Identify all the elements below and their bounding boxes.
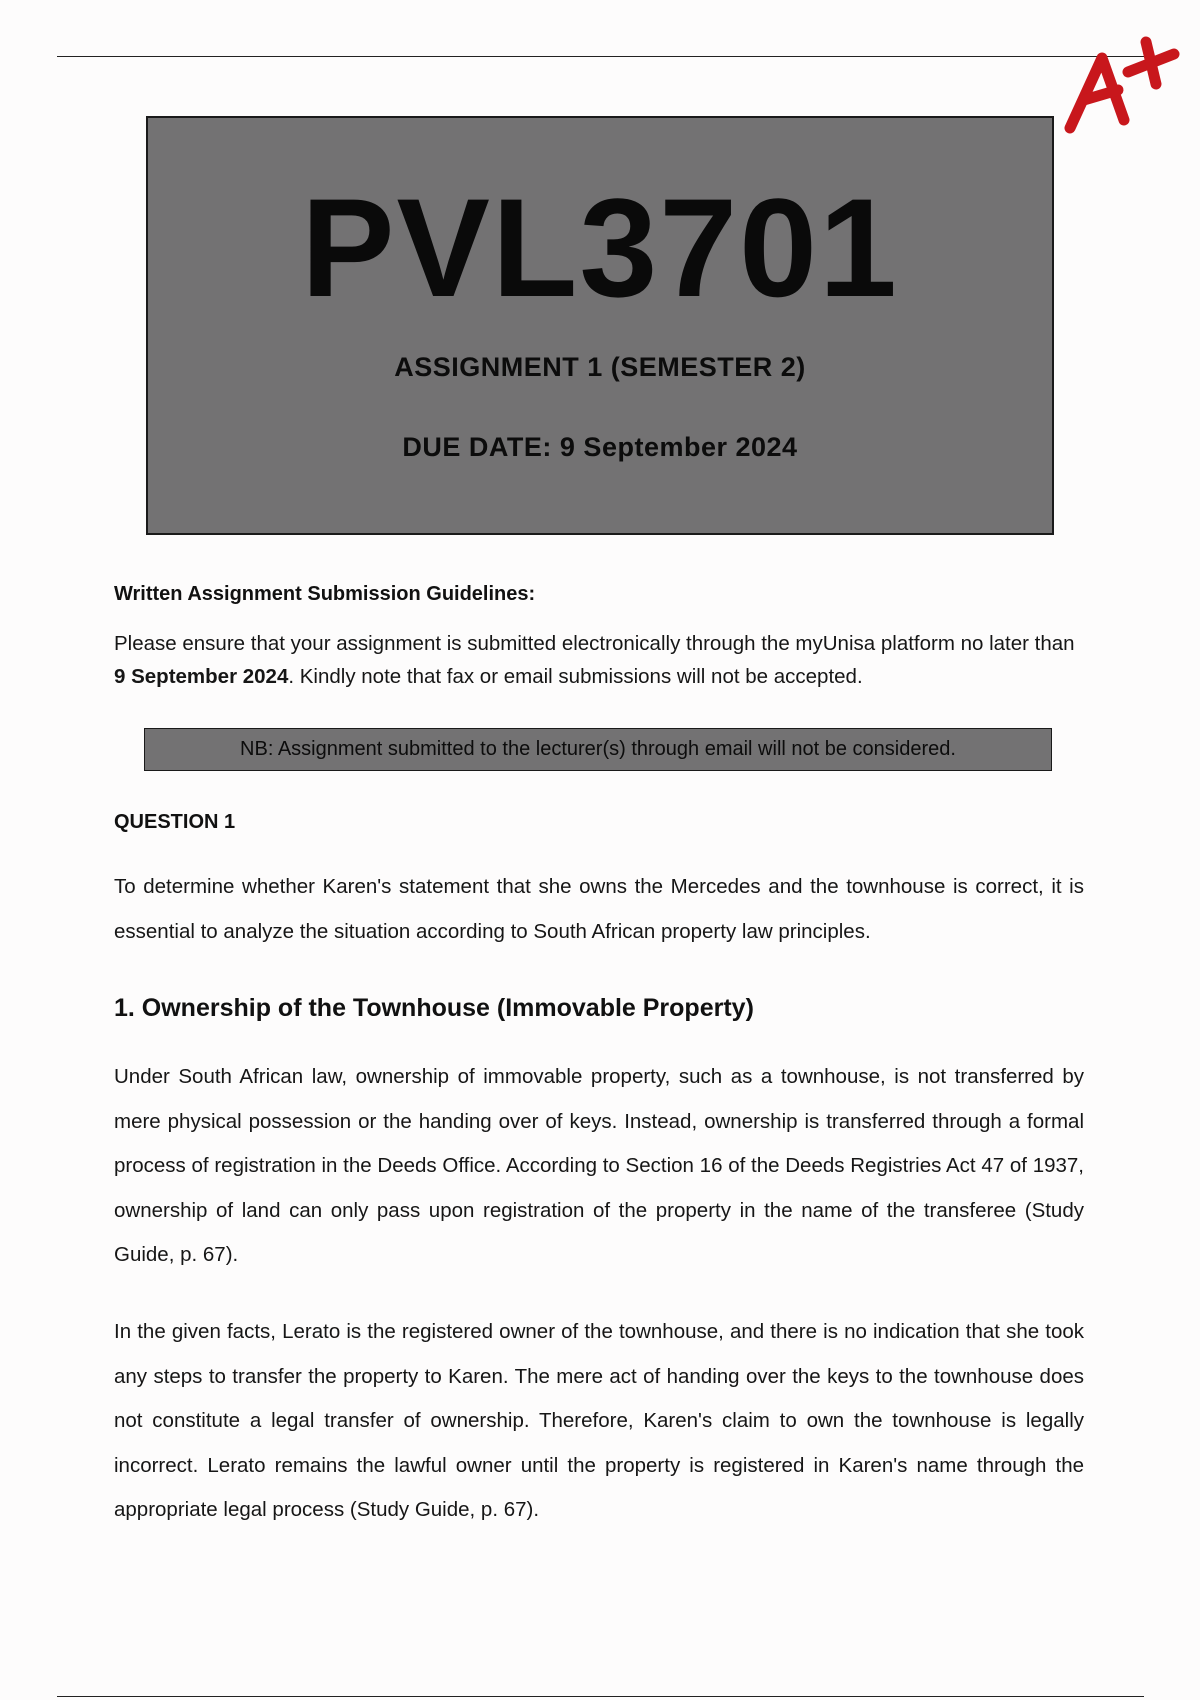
guidelines-paragraph xyxy=(114,627,1084,693)
section-paragraph-1: Under South African law, ownership of immovable property, such as a townhouse, is not transferred by mere physical possession or the handing over of keys. Instead, ownership is transferred through a formal process of registration in the Deeds Office. According to Section 16 of the Deeds Registries Act 47 of 1937, ownership of land can only pass upon registration of the property in the name of the transferee (Study Guide, p. 67). xyxy=(114,1065,1084,1266)
nb-notice: NB: Assignment submitted to the lecturer(s) through email will not be considered. xyxy=(144,728,1052,771)
question-intro: To determine whether Karen's statement that she owns the Mercedes and the townhouse is correct, it is essential to analyze the situation according to South African property law principles. xyxy=(114,875,1084,943)
guidelines-due-date: 9 September 2024 xyxy=(114,665,289,688)
guidelines-text-after: . Kindly note that fax or email submissions will not be accepted. xyxy=(288,665,863,688)
course-code: PVL3701 xyxy=(301,169,899,326)
section-paragraph-2: In the given facts, Lerato is the registered owner of the townhouse, and there is no indication that she took any steps to transfer the property to Karen. The mere act of handing over the keys to the townhouse does not constitute a legal transfer of ownership. Therefore, Karen's claim to own the townhouse is legally incorrect. Lerato remains the lawful owner until the property is registered in Karen's name through the appropriate legal process (Study Guide, p. 67). xyxy=(114,1320,1084,1521)
cover-box xyxy=(146,116,1054,535)
bottom-rule xyxy=(57,1696,1144,1697)
question-heading: QUESTION 1 xyxy=(114,811,236,833)
a-plus-grade-stamp xyxy=(1062,28,1182,138)
due-date: DUE DATE: 9 September 2024 xyxy=(402,432,798,462)
top-rule xyxy=(57,56,1144,57)
assignment-title: ASSIGNMENT 1 (SEMESTER 2) xyxy=(394,352,806,382)
guidelines-text-before: Please ensure that your assignment is submitted electronically through the myUnisa platform no later than xyxy=(114,632,1075,655)
guidelines-heading: Written Assignment Submission Guidelines: xyxy=(114,583,536,605)
section-heading: 1. Ownership of the Townhouse (Immovable Property) xyxy=(114,994,754,1022)
